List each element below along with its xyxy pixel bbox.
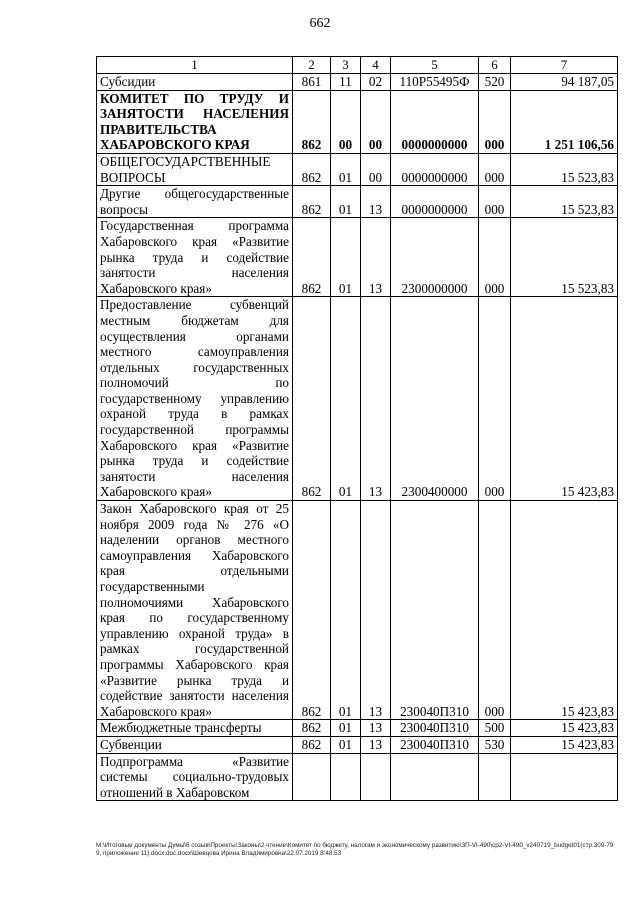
amount-cell: 94 187,05 (511, 74, 618, 91)
code-cell: 861 (293, 74, 331, 91)
amount-cell: 15 523,83 (511, 218, 618, 297)
code-cell: 862 (293, 720, 331, 737)
target-article-cell: 110P55495Ф (391, 74, 479, 91)
name-cell: Межбюджетные трансферты (97, 720, 293, 737)
table-row (97, 736, 618, 753)
subsection-cell: 13 (361, 297, 391, 501)
expense-type-cell: 000 (479, 153, 511, 185)
target-article-cell: 230040П310 (391, 736, 479, 753)
expense-type-cell: 000 (479, 90, 511, 153)
expense-type-cell: 000 (479, 218, 511, 297)
section-cell: 01 (331, 153, 361, 185)
header-cell: 6 (479, 57, 511, 74)
name-cell: Подпрограмма «Развитие системы социально-трудовых отношений в Хабаровском (97, 753, 293, 801)
code-cell: 862 (293, 736, 331, 753)
subsection-cell: 13 (361, 720, 391, 737)
target-article-cell: 230040П310 (391, 501, 479, 720)
code-cell: 862 (293, 186, 331, 218)
name-cell: Другие общегосударственные вопросы (97, 186, 293, 218)
table-row (97, 297, 618, 501)
name-cell: ОБЩЕГОСУДАРСТВЕННЫЕ ВОПРОСЫ (97, 153, 293, 185)
amount-cell: 15 423,83 (511, 720, 618, 737)
amount-cell: 1 251 106,56 (511, 90, 618, 153)
subsection-cell: 13 (361, 218, 391, 297)
name-cell: Закон Хабаровского края от 25 ноября 2009 года № 276 «О наделении органов местного самоуправления Хабаровского края отдельными государственными полномочиями Хабаровского края по государственному управлению охраной труда» в рамках государственной программы Хабаровского края «Развитие рынка труда и содействие занятости населения Хабаровского края» (97, 501, 293, 720)
subsection-cell: 13 (361, 501, 391, 720)
code-cell (293, 753, 331, 801)
section-cell: 11 (331, 74, 361, 91)
table-row (97, 218, 618, 297)
name-cell: Предоставление субвенций местным бюджетам для осуществления органами местного самоуправления отдельных государственных полномочий по государственному управлению охраной труда в рамках государственной программы Хабаровского края «Развитие рынка труда и содействие занятости населения Хабаровского края» (97, 297, 293, 501)
name-cell: Субвенции (97, 736, 293, 753)
code-cell: 862 (293, 153, 331, 185)
code-cell: 862 (293, 297, 331, 501)
target-article-cell: 2300000000 (391, 218, 479, 297)
amount-cell: 15 523,83 (511, 186, 618, 218)
section-cell: 01 (331, 501, 361, 720)
amount-cell: 15 423,83 (511, 501, 618, 720)
amount-cell: 15 523,83 (511, 153, 618, 185)
subsection-cell: 00 (361, 90, 391, 153)
code-cell: 862 (293, 501, 331, 720)
expense-type-cell: 000 (479, 186, 511, 218)
header-cell: 3 (331, 57, 361, 74)
table-row (97, 501, 618, 720)
code-cell: 862 (293, 90, 331, 153)
section-cell: 00 (331, 90, 361, 153)
target-article-cell: 230040П310 (391, 720, 479, 737)
table-row (97, 153, 618, 185)
amount-cell: 15 423,83 (511, 297, 618, 501)
table-row (97, 74, 618, 91)
section-cell: 01 (331, 297, 361, 501)
target-article-cell: 0000000000 (391, 90, 479, 153)
section-cell: 01 (331, 736, 361, 753)
section-cell (331, 753, 361, 801)
target-article-cell: 0000000000 (391, 186, 479, 218)
expense-type-cell: 000 (479, 501, 511, 720)
subsection-cell: 02 (361, 74, 391, 91)
header-cell: 7 (511, 57, 618, 74)
name-cell: Государственная программа Хабаровского края «Развитие рынка труда и содействие занятости населения Хабаровского края» (97, 218, 293, 297)
section-cell: 01 (331, 186, 361, 218)
expense-type-cell: 520 (479, 74, 511, 91)
budget-table (96, 56, 618, 801)
subsection-cell (361, 753, 391, 801)
expense-type-cell: 500 (479, 720, 511, 737)
table-row (97, 186, 618, 218)
table-row (97, 720, 618, 737)
subsection-cell: 13 (361, 186, 391, 218)
page-number: 662 (309, 16, 331, 31)
section-cell: 01 (331, 720, 361, 737)
table-row (97, 90, 618, 153)
subsection-cell: 00 (361, 153, 391, 185)
header-cell: 1 (97, 57, 293, 74)
header-cell: 5 (391, 57, 479, 74)
target-article-cell (391, 753, 479, 801)
target-article-cell: 0000000000 (391, 153, 479, 185)
expense-type-cell: 530 (479, 736, 511, 753)
header-cell: 4 (361, 57, 391, 74)
expense-type-cell (479, 753, 511, 801)
target-article-cell: 2300400000 (391, 297, 479, 501)
table-header-row (97, 57, 618, 74)
name-cell: Субсидии (97, 74, 293, 91)
code-cell: 862 (293, 218, 331, 297)
header-cell: 2 (293, 57, 331, 74)
table-row (97, 753, 618, 801)
amount-cell (511, 753, 618, 801)
file-path-footer: M:\Итоговые документы Думы\6 созыв\Проекты\Законы\2 чтение\Комитет по бюджету, налогам и экономическому развитию\ЗП-VI-490\ср2-VI-490_v240719_budget01(стр.309-799, приложение 11).docx.doc.docx\Шевцова Ирина Владимировна\22.07.2019 8:48:53 (96, 842, 614, 857)
subsection-cell: 13 (361, 736, 391, 753)
expense-type-cell: 000 (479, 297, 511, 501)
amount-cell: 15 423,83 (511, 736, 618, 753)
name-cell: КОМИТЕТ ПО ТРУДУ И ЗАНЯТОСТИ НАСЕЛЕНИЯ ПРАВИТЕЛЬСТВА ХАБАРОВСКОГО КРАЯ (97, 90, 293, 153)
section-cell: 01 (331, 218, 361, 297)
